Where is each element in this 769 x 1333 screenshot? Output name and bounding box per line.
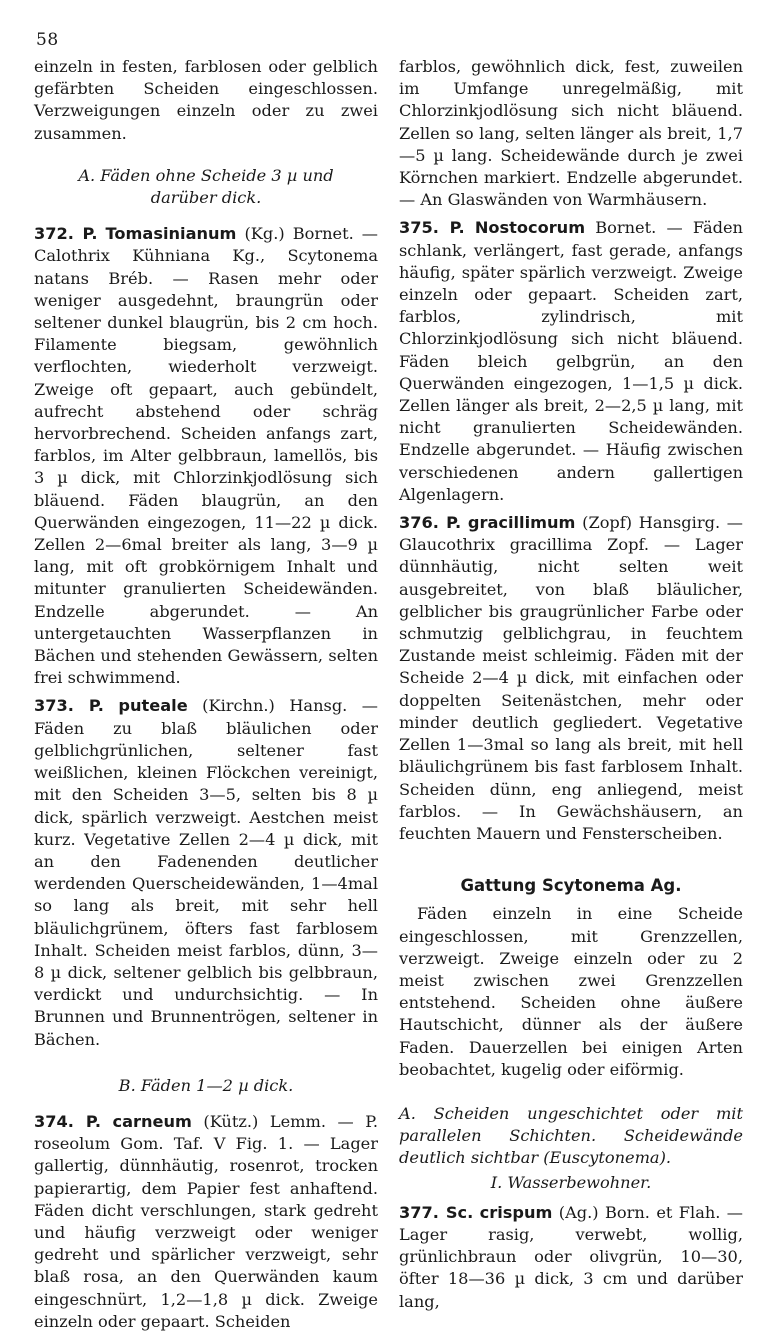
species-text: (Ag.) Born. et Flah. — Lager rasig, verwebt, wollig, grünlichbraun oder olivgrün, 10—30, öfter 18—36 µ dick, 3 cm und darüber lang,	[399, 1202, 743, 1311]
species-number: 373. P.	[34, 696, 104, 716]
left-column	[34, 56, 378, 1333]
species-number: 377. Sc.	[399, 1202, 474, 1222]
species-name: carneum	[112, 1111, 192, 1131]
genus-heading: Gattung Scytonema Ag.	[460, 876, 682, 896]
species-number: 374. P.	[34, 1111, 101, 1131]
page-number: 58	[36, 30, 59, 50]
species-name: Nostocorum	[474, 218, 586, 238]
species-name: Tomasinianum	[105, 224, 237, 244]
species-name: puteale	[118, 696, 188, 716]
species-name: gracillimum	[467, 513, 576, 533]
species-375	[399, 217, 743, 506]
species-377	[399, 1202, 743, 1313]
species-373	[34, 695, 378, 1050]
species-text: (Kg.) Bornet. — Calothrix Kühniana Kg., Scytonema natans Bréb. — Rasen mehr oder weniger ausgedehnt, braungrün oder seltener dunkel blaugrün, bis 2 cm hoch. Filamente biegsam, gewöhnlich verflochten, wiederholt verzweigt. Zweige oft gepaart, auch gebündelt, aufrecht abstehend oder schräg hervorbrechend. Scheiden anfangs zart, farblos, im Alter gelbbraun, lamellös, bis 3 µ dick, mit Chlorzinkjodlösung sich bläuend. Fäden blaugrün, an den Querwänden eingezogen, 11—22 µ dick. Zellen 2—6mal breiter als lang, 3—9 µ lang, mit oft grobkörnigem Inhalt und mitunter granulierten Scheidewänden. Endzelle abgerundet. — An untergetauchten Wasserpflanzen in Bächen und stehenden Gewässern, selten frei schwimmend.	[34, 224, 378, 688]
species-text: Bornet. — Fäden schlank, verlängert, fast gerade, anfangs häufig, später spärlich verzweigt. Zweige einzeln oder gepaart. Scheiden zart, farblos, zylindrisch, mit Chlorzinkjodlösung sich nicht bläuend. Fäden bleich gelbgrün, an den Querwänden eingezogen, 1—1,5 µ dick. Zellen länger als breit, 2—2,5 µ lang, mit nicht granulierten Scheidewänden. Endzelle abgerundet. — Häufig zwischen verschiedenen andern gallertigen Algenlagern.	[399, 218, 743, 504]
species-name: crispum	[479, 1202, 553, 1222]
species-374	[34, 1111, 378, 1333]
species-text: (Kütz.) Lemm. — P. roseolum Gom. Taf. V Fig. 1. — Lager gallertig, dünnhäutig, rosenrot, trocken papierartig, dem Papier fest anhaftend. Fäden dicht verschlungen, stark gedreht und häufig verzweigt oder weniger gedreht und spärlicher verzweigt, sehr blaß rosa, an den Querwänden kaum eingeschnürt, 1,2—1,8 µ dick. Zweige einzeln oder gepaart. Scheiden	[34, 1111, 378, 1331]
genus-description: Fäden einzeln in eine Scheide eingeschlossen, mit Grenzzellen, verzweigt. Zweige einzeln oder zu 2 meist zwischen zwei Grenzzellen entstehend. Scheiden ohne äußere Hautschicht, dünner als der äußere Faden. Dauerzellen bei einigen Arten beobachtet, kugelig oder eiförmig.	[399, 904, 743, 1079]
continuation-text: farblos, gewöhnlich dick, fest, zuweilen im Umfange unregelmäßig, mit Chlorzinkjodlösung sich nicht bläuend. Zellen so lang, selten länger als breit, 1,7—5 µ lang. Scheidewände durch je zwei Körnchen markiert. Endzelle abgerundet. — An Glaswänden von Warmhäusern.	[399, 57, 743, 210]
section-b-heading: B. Fäden 1—2 µ dick.	[118, 1075, 294, 1095]
right-column	[399, 56, 743, 1313]
section-a-heading: A. Fäden ohne Scheide 3 µ und darüber dick.	[78, 165, 334, 208]
species-text: (Zopf) Hansgirg. — Glaucothrix gracillima Zopf. — Lager dünnhäutig, nicht selten weit ausgebreitet, von blaß bläulicher, gelblicher bis graugrünlicher Farbe oder schmutzig gelblichgrau, in feuchtem Zustande meist schleimig. Fäden mit der Scheide 2—4 µ dick, mit einfachen oder doppelten Seitenästchen, mehr oder minder deutlich gegliedert. Vegetative Zellen 1—3mal so lang als breit, mit hell bläulichgrünem bis fast farblosem Inhalt. Scheiden dünn, eng anliegend, meist farblos. — In Gewächshäusern, an feuchten Mauern und Fensterscheiben.	[399, 513, 743, 843]
species-number: 375. P.	[399, 218, 465, 238]
intro-text: einzeln in festen, farblosen oder gelblich gefärbten Scheiden eingeschlossen. Verzweigungen einzeln oder zu zwei zusammen.	[34, 57, 378, 143]
section-a-heading-right: A. Scheiden ungeschichtet oder mit parallelen Schichten. Scheidewände deutlich sichtbar (Euscytonema).	[399, 1103, 743, 1168]
subsection-1-heading: I. Wasserbewohner.	[490, 1172, 652, 1192]
species-text: (Kirchn.) Hansg. — Fäden zu blaß bläulichen oder gelblichgrünlichen, seltener fast weißlichen, kleinen Flöckchen vereinigt, mit den Scheiden 3—5, selten bis 8 µ dick, spärlich verzweigt. Aestchen meist kurz. Vegetative Zellen 2—4 µ dick, mit an den Fadenenden deutlicher werdenden Querscheidewänden, 1—4mal so lang als breit, mit sehr hell bläulichgrünem, öfters fast farblosem Inhalt. Scheiden meist farblos, dünn, 3—8 µ dick, seltener gelblich bis gelbbraun, verdickt und undurchsichtig. — In Brunnen und Brunnentrögen, seltener in Bächen.	[34, 696, 378, 1049]
species-number: 376. P.	[399, 513, 462, 533]
species-number: 372. P.	[34, 224, 98, 244]
species-372	[34, 223, 378, 689]
species-376	[399, 512, 743, 845]
